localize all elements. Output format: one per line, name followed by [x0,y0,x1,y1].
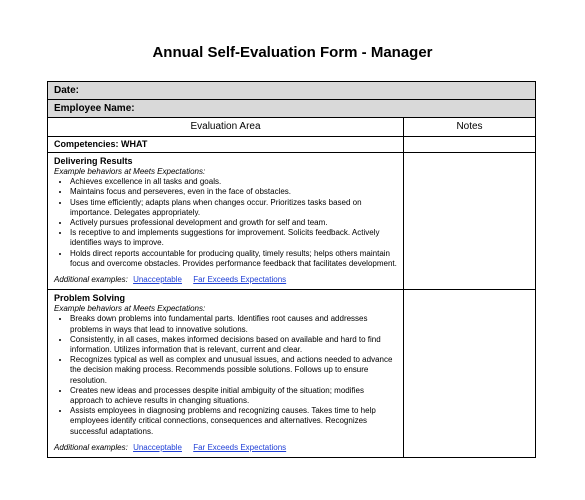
section-title: Delivering Results [54,156,133,166]
employee-name-label: Employee Name: [54,103,135,114]
date-label: Date: [54,85,80,96]
far-exceeds-link[interactable]: Far Exceeds Expectations [193,442,287,452]
additional-examples [54,275,397,285]
evaluation-form [47,81,536,458]
behavior-item: • Is receptive to and implements suggestions for improvement. Solicits feedback. Actively identifies ways to improve. [70,228,397,248]
notes-cell-problem-solving[interactable] [404,290,535,457]
unacceptable-link[interactable]: Unacceptable [133,275,182,285]
competencies-notes-cell [404,137,535,153]
unacceptable-link[interactable]: Unacceptable [133,442,182,452]
evaluation-table [48,118,535,457]
far-exceeds-link[interactable]: Far Exceeds Expectations [193,275,287,285]
behavior-list [54,177,397,269]
behavior-item: • Uses time efficiently; adapts plans when changes occur. Prioritizes tasks based on importance. Delegates appropriately. [70,198,397,218]
behavior-list [54,314,397,436]
employee-name-field[interactable] [48,100,535,118]
additional-examples [54,443,397,453]
behavior-item: • Breaks down problems into fundamental parts. Identifies root causes and addresses problems in ways that lead to innovative solutions. [70,314,397,334]
behavior-item: • Actively pursues professional development and growth for self and team. [70,218,397,228]
additional-examples-label: Additional examples: [54,275,128,285]
evaluation-area-header: Evaluation Area [48,118,404,137]
behavior-item: • Creates new ideas and processes despite initial ambiguity of the situation; modifies approach to achieve results in changing situations. [70,386,397,406]
section-subtitle: Example behaviors at Meets Expectations: [54,304,206,314]
section-subtitle: Example behaviors at Meets Expectations: [54,167,206,176]
behavior-item: • Consistently, in all cases, makes informed decisions based on available and hard to find information. Utilizes information that is relevant, current and clear. [70,335,397,355]
behavior-item: • Maintains focus and perseveres, even in the face of obstacles. [70,187,397,197]
page-title: Annual Self-Evaluation Form - Manager [152,44,433,61]
behavior-item: • Assists employees in diagnosing problems and recognizing causes. Takes time to help employees identify critical connections, consequences and alternatives. Recognizes successful adaptations. [70,406,397,437]
additional-examples-label: Additional examples: [54,442,128,452]
behavior-item: • Holds direct reports accountable for producing quality, timely results; helps others maintain focus and overcome obstacles. Provides performance feedback that facilitates development. [70,249,397,269]
competencies-label: Competencies: WHAT [48,137,404,153]
behavior-item: • Achieves excellence in all tasks and goals. [70,177,397,187]
date-field[interactable] [48,82,535,100]
section-delivering-results [48,153,404,290]
notes-cell-delivering-results[interactable] [404,153,535,290]
notes-header: Notes [404,118,535,137]
behavior-item: • Recognizes typical as well as complex and unusual issues, and actions needed to advance the decision making process. Recommends possible solutions. Follows up to ensure resolution. [70,355,397,386]
section-title: Problem Solving [54,293,126,304]
section-problem-solving [48,290,404,457]
